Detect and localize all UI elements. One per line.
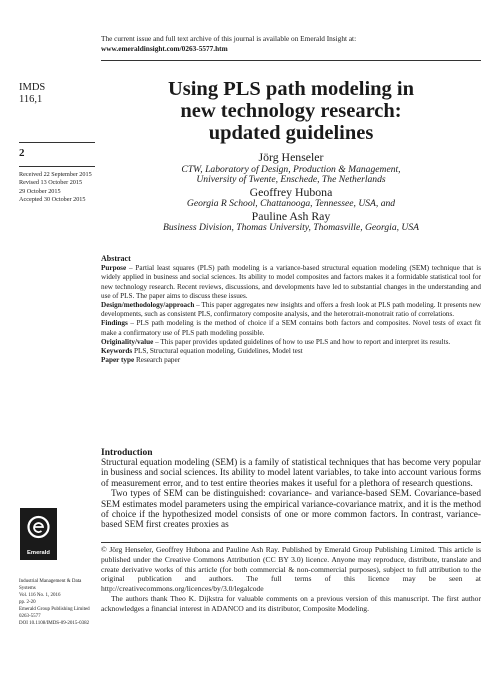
paper-type-label: Paper type — [101, 356, 135, 365]
originality-label: Originality/value — [101, 337, 154, 346]
acknowledgement: The authors thank Theo K. Dijkstra for valuable comments on a previous version of this manuscript. The first author acknowledges a financial interest in ADANCO and its distributor, Composite Modeling. — [101, 593, 481, 613]
header-rule — [101, 60, 481, 61]
logo-label: Emerald — [27, 550, 50, 556]
emerald-logo — [20, 508, 57, 560]
footnote — [101, 545, 481, 614]
colophon-line: Industrial Management & Data — [19, 579, 82, 584]
author-affiliation: University of Twente, Enschede, The Netherlands — [196, 174, 386, 185]
date-revised-1: Revised 13 October 2015 — [19, 179, 83, 187]
abstract-originality — [101, 338, 481, 347]
date-accepted: Accepted 30 October 2015 — [19, 195, 86, 203]
author-block — [101, 151, 481, 234]
article-title — [101, 78, 481, 144]
design-label: Design/methodology/approach — [101, 301, 195, 310]
intro-paragraph-2: Two types of SEM can be distinguished: covariance- and variance-based SEM. Covariance-based SEM estimates model parameters using the empirical variance-covariance matrix, and it is the method of choice if the hypothesized model consists of one or more common factors. In contrast, variance-based SEM first creates proxies as — [101, 489, 482, 531]
sidebar-rule-bottom — [19, 166, 95, 167]
abstract-purpose — [101, 264, 481, 301]
keywords-text: PLS, Structural equation modeling, Guidelines, Model test — [132, 347, 303, 356]
colophon-line: 0263-5577 — [19, 614, 41, 619]
author-affiliation: Georgia R School, Chattanooga, Tennessee, USA, and — [186, 198, 396, 209]
introduction-body — [101, 458, 481, 531]
journal-abbrev: IMDS — [19, 82, 46, 93]
author-affiliation: CTW, Laboratory of Design, Production & Management, — [181, 163, 401, 175]
date-received: Received 22 September 2015 — [19, 171, 92, 178]
colophon-line: pp. 2-20 — [19, 600, 36, 605]
keywords-label: Keywords — [101, 347, 133, 356]
footnote-rule — [101, 542, 481, 543]
purpose-label: Purpose — [101, 264, 127, 273]
intro-paragraph-1: Structural equation modeling (SEM) is a family of statistical techniques that has become very popular in business and social sciences. Its ability to model latent variables, to take into account various forms of measurement error, and to test entire theories makes it useful for a plethora of research questions. — [101, 458, 481, 489]
journal-id — [19, 82, 45, 106]
author-name: Geoffrey Hubona — [249, 184, 333, 199]
emerald-e-icon — [26, 514, 51, 542]
paper-type-text: Research paper — [134, 356, 181, 365]
author-name: Jörg Henseler — [258, 150, 324, 164]
abstract-heading: Abstract — [101, 254, 131, 263]
findings-text: – PLS path modeling is the method of choice if a SEM contains both factors and composites. Novel tests of exact fit make a confirmatory use of PLS path modeling possible. — [101, 319, 481, 337]
abstract-design — [101, 301, 481, 319]
date-revised-2: 29 October 2015 — [19, 187, 61, 195]
copyright-notice: © Jörg Henseler, Geoffrey Hubona and Pauline Ash Ray. Published by Emerald Group Publishing Limited. This article is published under the Creative Commons Attribution (CC BY 3.0) licence. Anyone may reproduce, distribute, translate and create derivative works of this article (for both commercial & non-commercial purposes), subject to full attribution to the original publication and authors. The full terms of this licence may be seen at http://creativecommons.org/licences/by/3.0/legalcode — [101, 545, 481, 594]
page-number: 2 — [19, 147, 25, 159]
abstract — [101, 254, 481, 365]
title-line-2: new technology research: — [180, 100, 402, 122]
findings-label: Findings — [101, 319, 128, 328]
introduction-heading: Introduction — [101, 448, 153, 458]
colophon-line: Emerald Group Publishing Limited — [19, 607, 90, 612]
author-name: Pauline Ash Ray — [251, 208, 331, 223]
colophon — [19, 578, 99, 627]
title-line-1: Using PLS path modeling in — [167, 78, 415, 100]
author-affiliation: Business Division, Thomas University, Thomasville, Georgia, USA — [163, 222, 419, 233]
abstract-paper-type — [101, 356, 481, 365]
title-line-3: updated guidelines — [208, 122, 374, 144]
availability-note — [101, 34, 481, 54]
volume-issue: 116,1 — [19, 94, 43, 105]
colophon-line: Vol. 116 No. 1, 2016 — [19, 593, 61, 598]
abstract-keywords — [101, 347, 481, 356]
journal-url-link[interactable]: www.emeraldinsight.com/0263-5577.htm — [101, 44, 228, 53]
purpose-text: – Partial least squares (PLS) path modeling is a variance-based structural equation modeling (SEM) technique that is widely applied in business and social sciences. Its ability to model composites and factors makes it a formidable statistical tool for new technology research. Recent reviews, discussions, and developments have led to substantial changes in the understanding and use of PLS. The paper aims to discuss these issues. — [101, 264, 481, 300]
design-text: – This paper aggregates new insights and offers a fresh look at PLS path modeling. It presents new developments, such as consistent PLS, confirmatory composite analysis, and the heterotrait-monotrait ratio of correlations. — [101, 301, 481, 319]
colophon-line: Systems — [19, 586, 36, 591]
availability-text: The current issue and full text archive of this journal is available on Emerald Insight at: — [101, 34, 357, 43]
colophon-line: DOI 10.1108/IMDS-09-2015-0382 — [19, 621, 90, 626]
originality-text: – This paper provides updated guidelines of how to use PLS and how to report and interpret its results. — [153, 337, 451, 346]
abstract-findings — [101, 319, 481, 337]
submission-dates — [19, 171, 99, 204]
sidebar-rule-top — [19, 142, 95, 143]
